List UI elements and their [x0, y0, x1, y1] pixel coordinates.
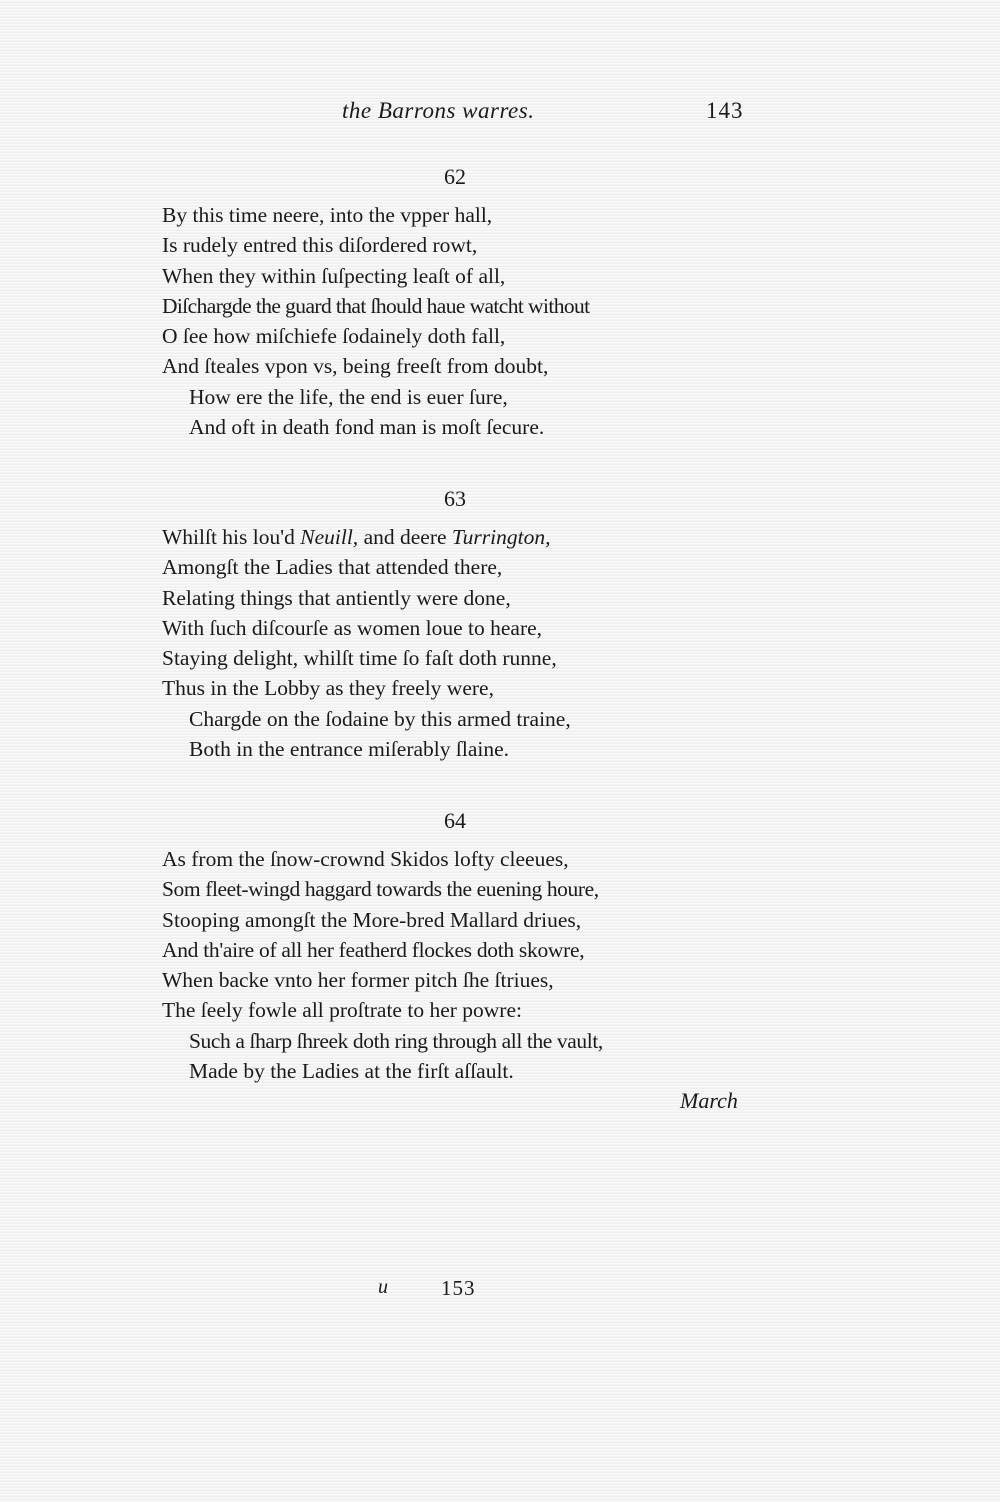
- verse-line: [162, 522, 762, 552]
- proper-name: Turrington,: [451, 525, 551, 549]
- stanza-number: 62: [444, 164, 466, 189]
- verse-line: Amongſt the Ladies that attended there,: [162, 555, 503, 580]
- catchword: March: [680, 1088, 738, 1113]
- verse-line: By this time neere, into the vpper hall,: [162, 203, 493, 227]
- proper-name: Neuill,: [300, 525, 359, 549]
- verse-line: Is rudely entred this diſordered rowt,: [162, 233, 478, 258]
- verse-line: The ſeely fowle all proſtrate to her powre:: [162, 998, 522, 1023]
- verse-line: O ſee how miſchiefe ſodainely doth fall,: [162, 324, 506, 349]
- verse-line: With ſuch diſcourſe as women loue to heare,: [162, 615, 543, 640]
- verse-line: Relating things that antiently were done,: [162, 585, 511, 610]
- verse-line: Thus in the Lobby as they freely were,: [162, 676, 494, 701]
- verse-line: And oft in death fond man is moſt ſecure.: [189, 415, 545, 440]
- signature-mark: u: [378, 1276, 388, 1298]
- stanza-number: 63: [444, 486, 466, 511]
- verse-line: When backe vnto her former pitch ſhe ſtriues,: [162, 968, 554, 993]
- stanza-number: 64: [444, 808, 466, 833]
- verse-line: Diſchargde the guard that ſhould haue watcht without: [162, 293, 590, 318]
- verse-line: When they within ſuſpecting leaſt of all,: [162, 263, 506, 288]
- verse-line: As from the ſnow-crownd Skidos lofty cleeues,: [162, 847, 569, 871]
- verse-line: Chargde on the ſodaine by this armed traine,: [189, 706, 571, 731]
- verse-line: Stooping amongſt the More-bred Mallard driues,: [162, 907, 582, 932]
- stanza-lines: [162, 844, 762, 1086]
- page-footer: [0, 1276, 1000, 1306]
- verse-segment: and deere: [358, 525, 452, 549]
- footer-number: 153: [441, 1276, 476, 1300]
- verse-line: Made by the Ladies at the firſt aſſault.: [189, 1059, 514, 1084]
- stanza-lines: [162, 522, 762, 764]
- running-title: the Barrons warres.: [342, 98, 535, 123]
- page-number: 143: [706, 98, 744, 123]
- verse-line: And th'aire of all her featherd flockes doth skowre,: [162, 937, 585, 962]
- verse-line: Such a ſharp ſhreek doth ring through all the vault,: [189, 1028, 603, 1053]
- verse-line: And ſteales vpon vs, being freeſt from doubt,: [162, 354, 549, 379]
- running-head: [0, 98, 1000, 132]
- stanza-lines: [162, 200, 762, 442]
- verse-line: Som fleet-wingd haggard towards the euening houre,: [162, 877, 599, 902]
- verse-line: Staying delight, whilſt time ſo faſt doth runne,: [162, 646, 557, 671]
- verse-line: Both in the entrance miſerably ſlaine.: [189, 737, 510, 762]
- verse-line: How ere the life, the end is euer ſure,: [189, 384, 508, 409]
- verse-segment: Whilſt his lou'd: [162, 525, 301, 549]
